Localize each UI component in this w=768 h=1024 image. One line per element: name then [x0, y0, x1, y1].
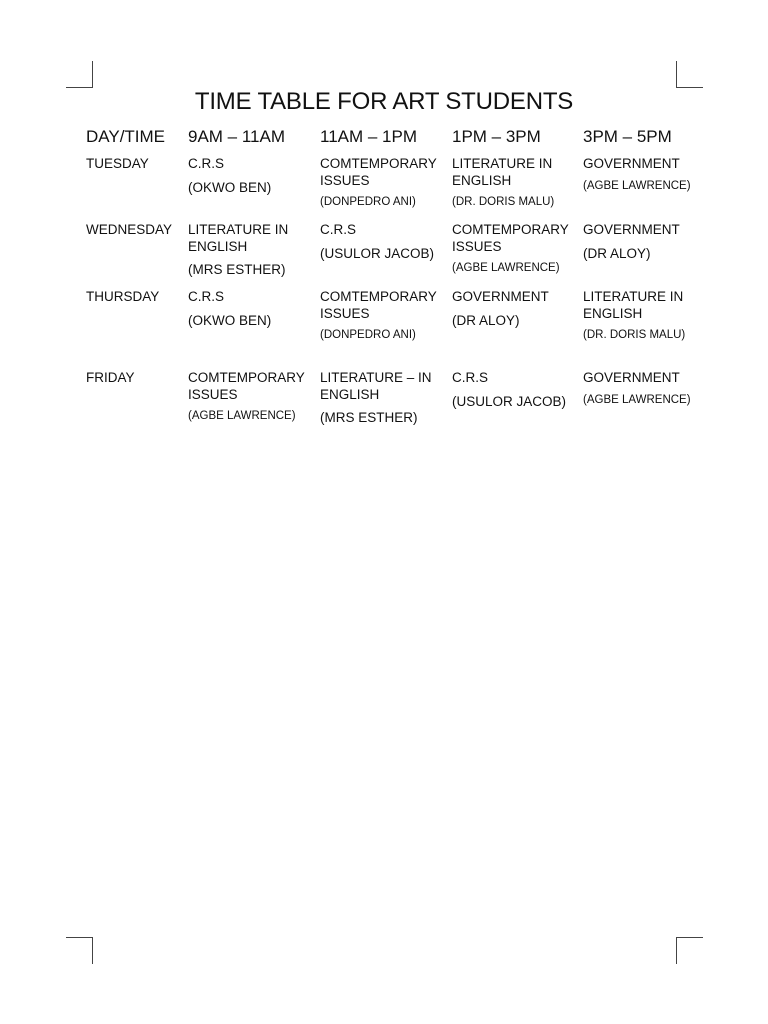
teacher-name: (AGBE LAWRENCE) — [188, 410, 296, 422]
crop-mark-bottom-right — [676, 937, 703, 964]
teacher-name: (AGBE LAWRENCE) — [452, 262, 560, 274]
header-9am-11am: 9AM – 11AM — [188, 127, 286, 146]
subject-name: C.R.S — [452, 370, 489, 385]
header-1pm-3pm: 1PM – 3PM — [452, 127, 541, 146]
day-label: TUESDAY — [86, 156, 149, 171]
subject-name: GOVERNMENT — [452, 289, 549, 304]
header-day-time: DAY/TIME — [86, 127, 166, 146]
teacher-name: (DONPEDRO ANI) — [320, 196, 416, 208]
subject-name: COMTEMPORARY ISSUES — [188, 370, 305, 402]
timetable-cell — [583, 222, 707, 262]
timetable-cell — [583, 370, 707, 407]
subject-name: LITERATURE IN ENGLISH — [452, 156, 553, 188]
teacher-name: (AGBE LAWRENCE) — [583, 393, 691, 406]
subject-name: C.R.S — [188, 289, 225, 304]
teacher-name: (OKWO BEN) — [188, 179, 272, 195]
teacher-name: (DR ALOY) — [452, 312, 520, 328]
teacher-name: (USULOR JACOB) — [452, 393, 567, 409]
timetable-cell — [320, 222, 444, 262]
teacher-name: (MRS ESTHER) — [320, 410, 418, 425]
teacher-name: (OKWO BEN) — [188, 312, 272, 328]
timetable-cell — [320, 289, 444, 342]
subject-name: LITERATURE – IN ENGLISH — [320, 370, 432, 402]
day-label: FRIDAY — [86, 370, 135, 385]
timetable-cell — [188, 156, 312, 196]
page-title: TIME TABLE FOR ART STUDENTS — [194, 88, 574, 115]
crop-mark-top-left — [66, 61, 93, 88]
day-label: THURSDAY — [86, 289, 160, 304]
header-11am-1pm: 11AM – 1PM — [320, 127, 418, 146]
teacher-name: (DR. DORIS MALU) — [452, 196, 555, 208]
teacher-name: (MRS ESTHER) — [188, 262, 286, 277]
teacher-name: (AGBE LAWRENCE) — [583, 179, 691, 192]
timetable-cell — [452, 156, 576, 209]
subject-name: LITERATURE IN ENGLISH — [188, 222, 289, 254]
subject-name: GOVERNMENT — [583, 222, 680, 237]
subject-name: C.R.S — [320, 222, 357, 237]
crop-mark-bottom-left — [66, 937, 93, 964]
subject-name: GOVERNMENT — [583, 156, 680, 171]
subject-name: COMTEMPORARY ISSUES — [320, 156, 437, 188]
header-3pm-5pm: 3PM – 5PM — [583, 127, 672, 146]
subject-name: COMTEMPORARY ISSUES — [452, 222, 569, 254]
timetable-cell — [452, 370, 576, 410]
timetable-cell — [583, 156, 707, 193]
timetable-cell — [188, 222, 312, 279]
subject-name: LITERATURE IN ENGLISH — [583, 289, 684, 321]
timetable-cell — [188, 289, 312, 329]
teacher-name: (DONPEDRO ANI) — [320, 329, 416, 341]
day-label: WEDNESDAY — [86, 222, 173, 237]
timetable-cell — [452, 222, 576, 275]
subject-name: COMTEMPORARY ISSUES — [320, 289, 437, 321]
teacher-name: (DR. DORIS MALU) — [583, 329, 686, 341]
timetable-cell — [188, 370, 312, 423]
timetable-cell — [320, 370, 444, 427]
subject-name: C.R.S — [188, 156, 225, 171]
timetable-cell — [583, 289, 707, 342]
teacher-name: (USULOR JACOB) — [320, 245, 435, 261]
timetable-cell — [320, 156, 444, 209]
teacher-name: (DR ALOY) — [583, 245, 651, 261]
crop-mark-top-right — [676, 61, 703, 88]
subject-name: GOVERNMENT — [583, 370, 680, 385]
timetable-cell — [452, 289, 576, 329]
